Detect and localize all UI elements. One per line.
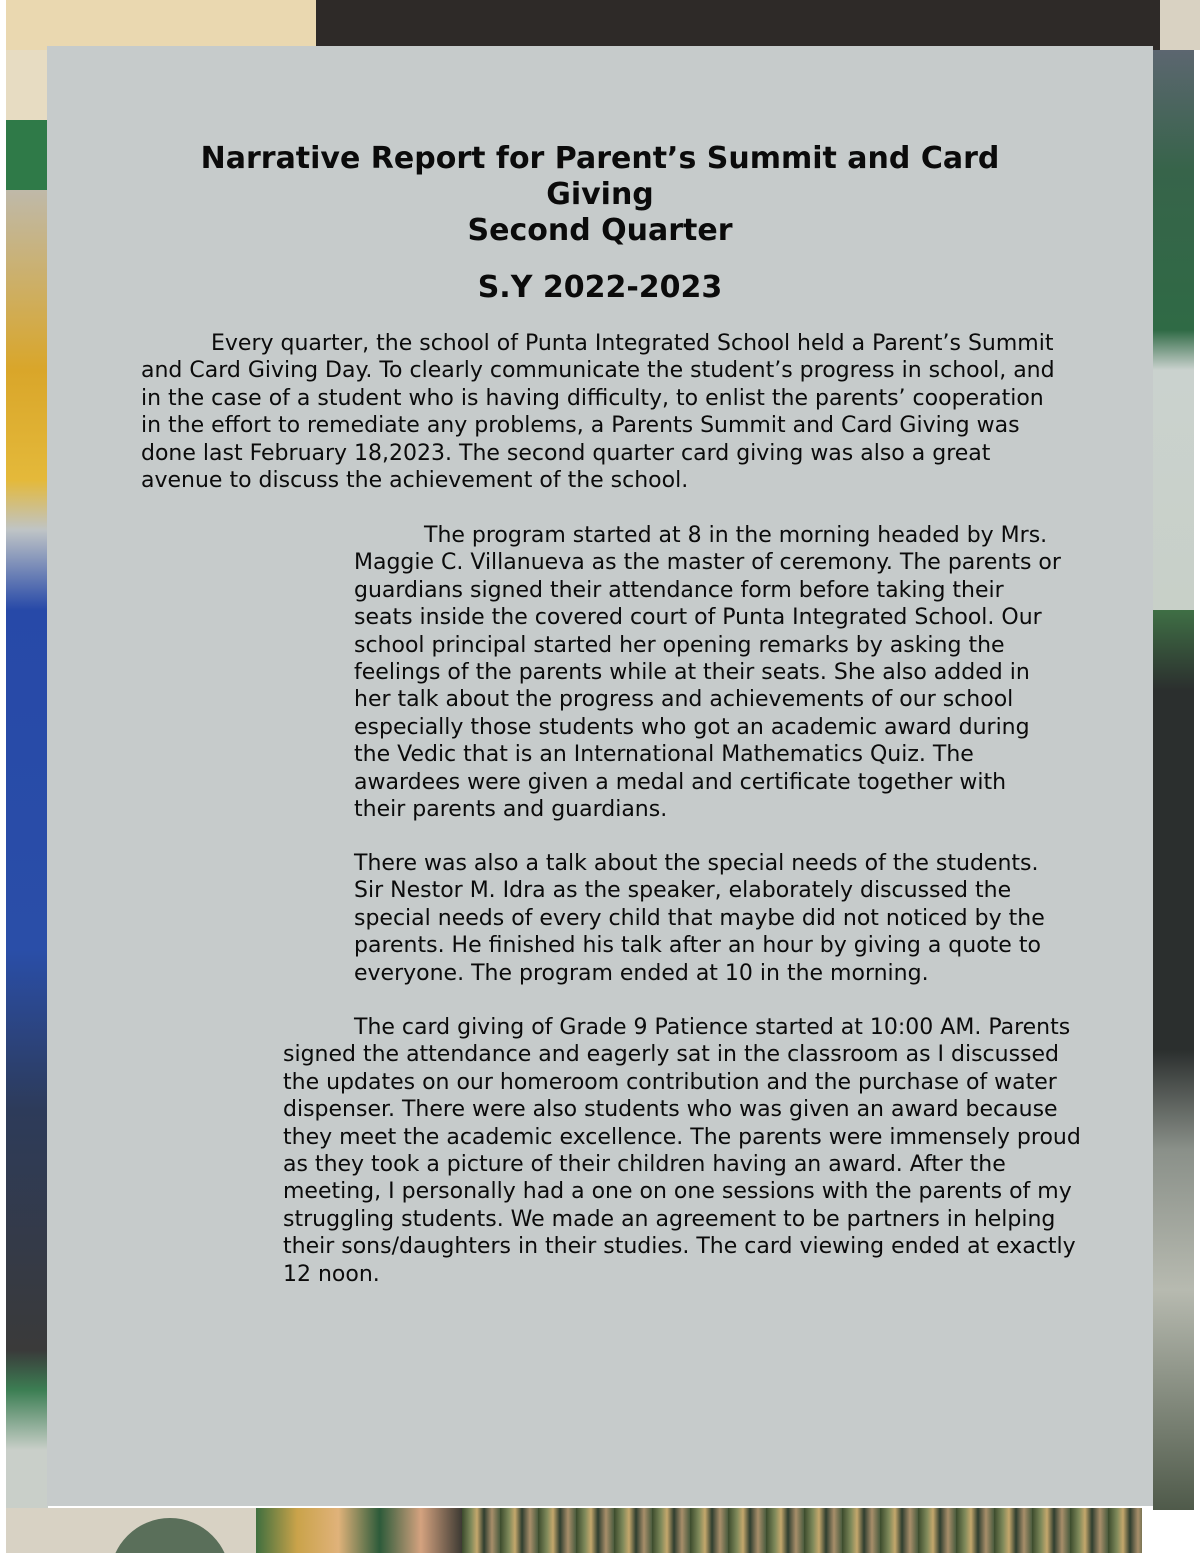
document-panel xyxy=(47,46,1153,1506)
background-photo-crowd xyxy=(462,1508,1142,1553)
paragraph-special-needs: There was also a talk about the special needs of the students. Sir Nestor M. Idra as the speaker, elaborately discussed the special needs of every child that maybe did not noticed by the parents. He finished his talk after an hour by giving a quote to everyone. The program ended at 10 in the morning. xyxy=(354,851,1045,986)
title-line-2: Giving xyxy=(546,177,654,212)
title-quarter: Second Quarter xyxy=(467,213,733,248)
paragraph-intro: Every quarter, the school of Punta Integrated School held a Parent’s Summit and Card Giving Day. To clearly communicate the student’s progress in school, and in the case of a student who is having difficulty, to enlist the parents’ cooperation in the effort to remediate any problems, a Parents Summit and Card Giving was done last February 18,2023. The second quarter card giving was also a great avenue to discuss the achievement of the school. xyxy=(141,331,1055,494)
background-photo-top xyxy=(316,0,1176,50)
background-photo-top-right xyxy=(1160,0,1200,50)
background-photo-right xyxy=(1153,50,1194,1510)
title-line-1: Narrative Report for Parent’s Summit and Card xyxy=(200,141,1000,176)
paragraph-card-giving: The card giving of Grade 9 Patience started at 10:00 AM. Parents signed the attendance and eagerly sat in the classroom as I discussed the updates on our homeroom contribution and the purchase of water dispenser. There were also students who was given an award because they meet the academic excellence. The parents were immensely proud as they took a picture of their children having an award. After the meeting, I personally had a one on one sessions with the parents of my struggling students. We made an agreement to be partners in helping their sons/daughters in their studies. The card viewing ended at exactly 12 noon. xyxy=(283,1015,1081,1287)
background-photo-group xyxy=(256,1508,462,1553)
report-title xyxy=(107,141,1093,249)
school-year: S.Y 2022-2023 xyxy=(477,270,723,305)
paragraph-program: The program started at 8 in the morning headed by Mrs. Maggie C. Villanueva as the master of ceremony. The parents or guardians signed their attendance form before taking their seats inside the covered court of Punta Integrated School. Our school principal started her opening remarks by asking the feelings of the parents while at their seats. She also added in her talk about the progress and achievements of our school especially those students who got an academic award during the Vedic that is an International Mathematics Quiz. The awardees were given a medal and certificate together with their parents and guardians. xyxy=(354,523,1061,823)
background-photo-left xyxy=(6,50,48,1510)
background-photo-top-left xyxy=(6,0,316,50)
